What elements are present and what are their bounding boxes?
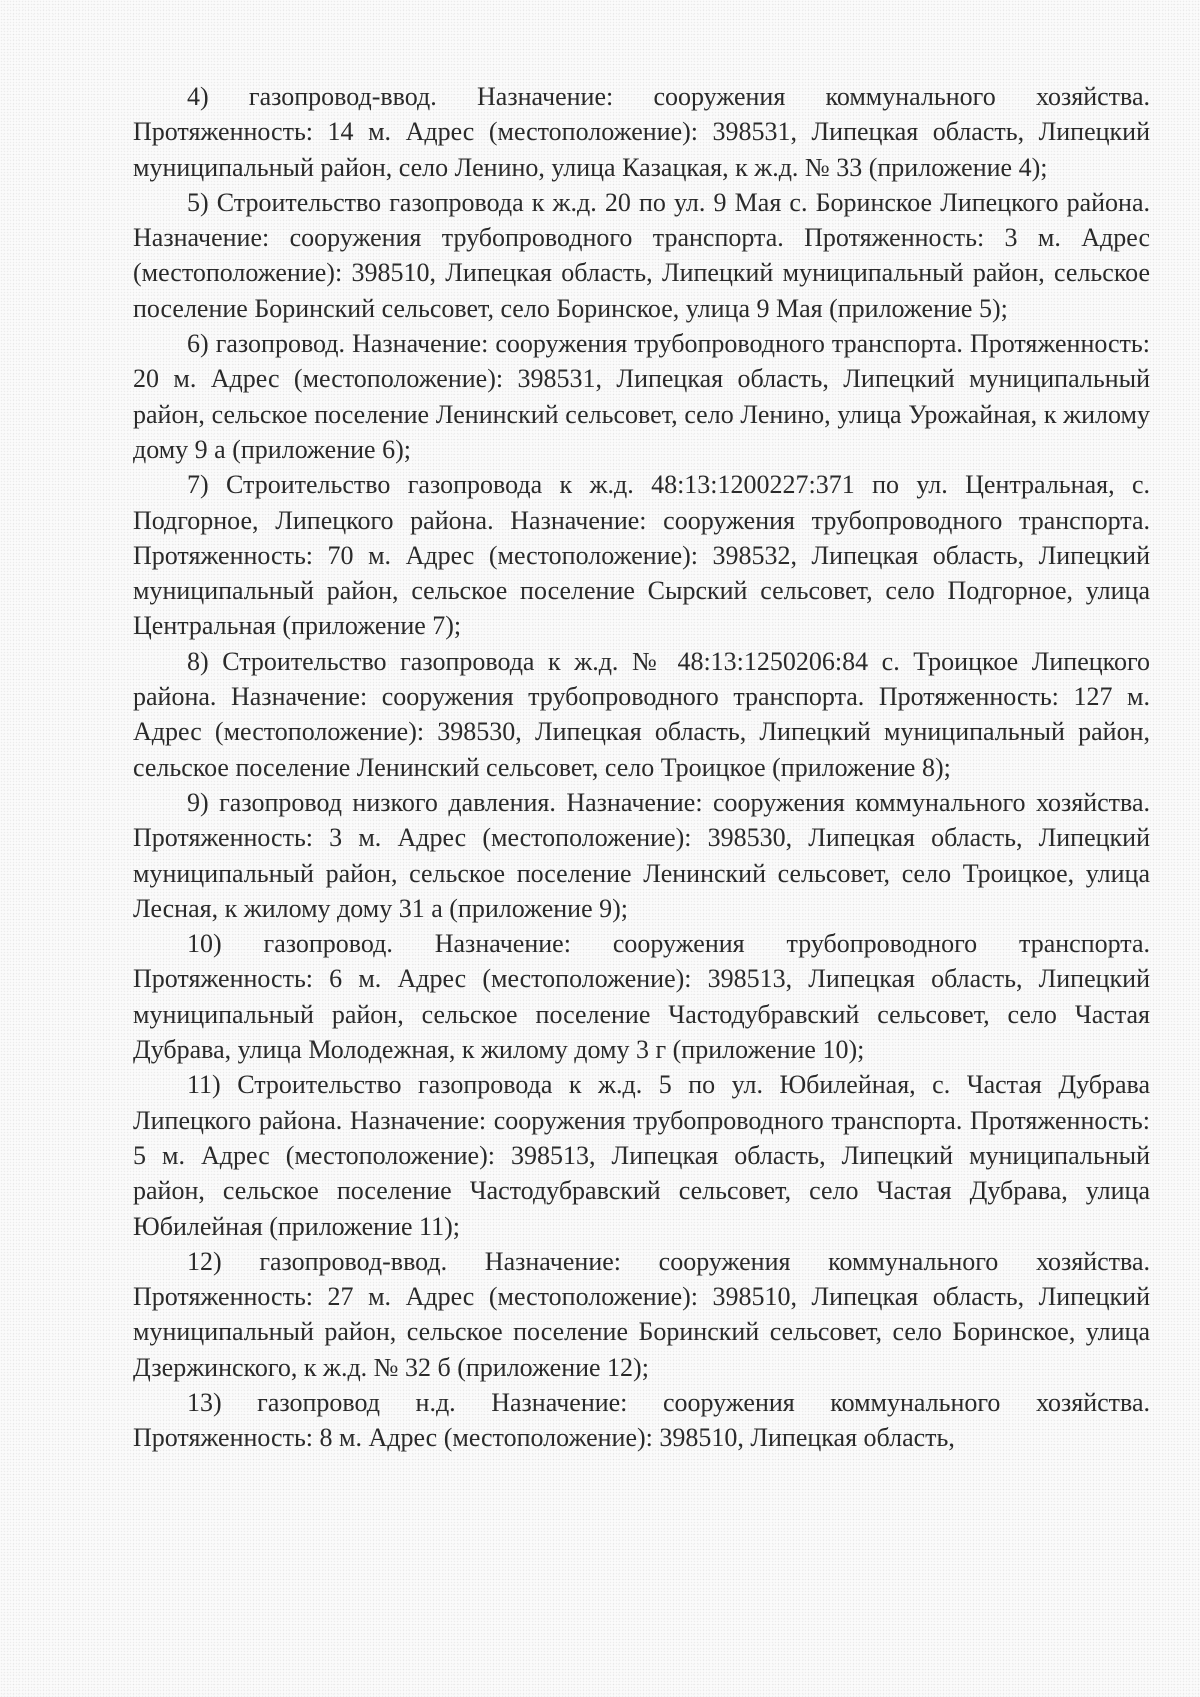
document-body: [133, 79, 1150, 1456]
list-item-7: 7) Строительство газопровода к ж.д. 48:13:1200227:371 по ул. Центральная, с. Подгорное, Липецкого района. Назначение: сооружения трубопроводного транспорта. Протяженность: 70 м. Адрес (местоположение): 398532, Липецкая область, Липецкий муниципальный район, сельское поселение Сырский сельсовет, село Подгорное, улица Центральная (приложение 7);: [133, 470, 1150, 641]
list-item-5: 5) Строительство газопровода к ж.д. 20 по ул. 9 Мая с. Боринское Липецкого района. Назначение: сооружения трубопроводного транспорта. Протяженность: 3 м. Адрес (местоположение): 398510, Липецкая область, Липецкий муниципальный район, сельское поселение Боринский сельсовет, село Боринское, улица 9 Мая (приложение 5);: [133, 187, 1150, 323]
list-item-6: 6) газопровод. Назначение: сооружения трубопроводного транспорта. Протяженность: 20 м. Адрес (местоположение): 398531, Липецкая область, Липецкий муниципальный район, сельское поселение Ленинский сельсовет, село Ленино, улица Урожайная, к жилому дому 9 а (приложение 6);: [133, 329, 1150, 464]
list-item-13: 13) газопровод н.д. Назначение: сооружения коммунального хозяйства. Протяженность: 8 м. Адрес (местоположение): 398510, Липецкая область,: [133, 1387, 1150, 1453]
list-item-9: 9) газопровод низкого давления. Назначение: сооружения коммунального хозяйства. Протяженность: 3 м. Адрес (местоположение): 398530, Липецкая область, Липецкий муниципальный район, сельское поселение Ленинский сельсовет, село Троицкое, улица Лесная, к жилому дому 31 а (приложение 9);: [133, 787, 1150, 923]
list-item-12: 12) газопровод-ввод. Назначение: сооружения коммунального хозяйства. Протяженность: 27 м. Адрес (местоположение): 398510, Липецкая область, Липецкий муниципальный район, сельское поселение Боринский сельсовет, село Боринское, улица Дзержинского, к ж.д. № 32 б (приложение 12);: [133, 1246, 1150, 1382]
list-item-8: 8) Строительство газопровода к ж.д. № 48:13:1250206:84 с. Троицкое Липецкого района. Назначение: сооружения трубопроводного транспорта. Протяженность: 127 м. Адрес (местоположение): 398530, Липецкая область, Липецкий муниципальный район, сельское поселение Ленинский сельсовет, село Троицкое (приложение 8);: [133, 646, 1150, 782]
list-item-10: 10) газопровод. Назначение: сооружения трубопроводного транспорта. Протяженность: 6 м. Адрес (местоположение): 398513, Липецкая область, Липецкий муниципальный район, сельское поселение Частодубравский сельсовет, село Частая Дубрава, улица Молодежная, к жилому дому 3 г (приложение 10);: [133, 929, 1150, 1065]
list-item-11: 11) Строительство газопровода к ж.д. 5 по ул. Юбилейная, с. Частая Дубрава Липецкого района. Назначение: сооружения трубопроводного транспорта. Протяженность: 5 м. Адрес (местоположение): 398513, Липецкая область, Липецкий муниципальный район, сельское поселение Частодубравский сельсовет, село Частая Дубрава, улица Юбилейная (приложение 11);: [133, 1070, 1150, 1241]
list-item-4: 4) газопровод-ввод. Назначение: сооружения коммунального хозяйства. Протяженность: 14 м. Адрес (местоположение): 398531, Липецкая область, Липецкий муниципальный район, село Ленино, улица Казацкая, к ж.д. № 33 (приложение 4);: [133, 82, 1150, 182]
